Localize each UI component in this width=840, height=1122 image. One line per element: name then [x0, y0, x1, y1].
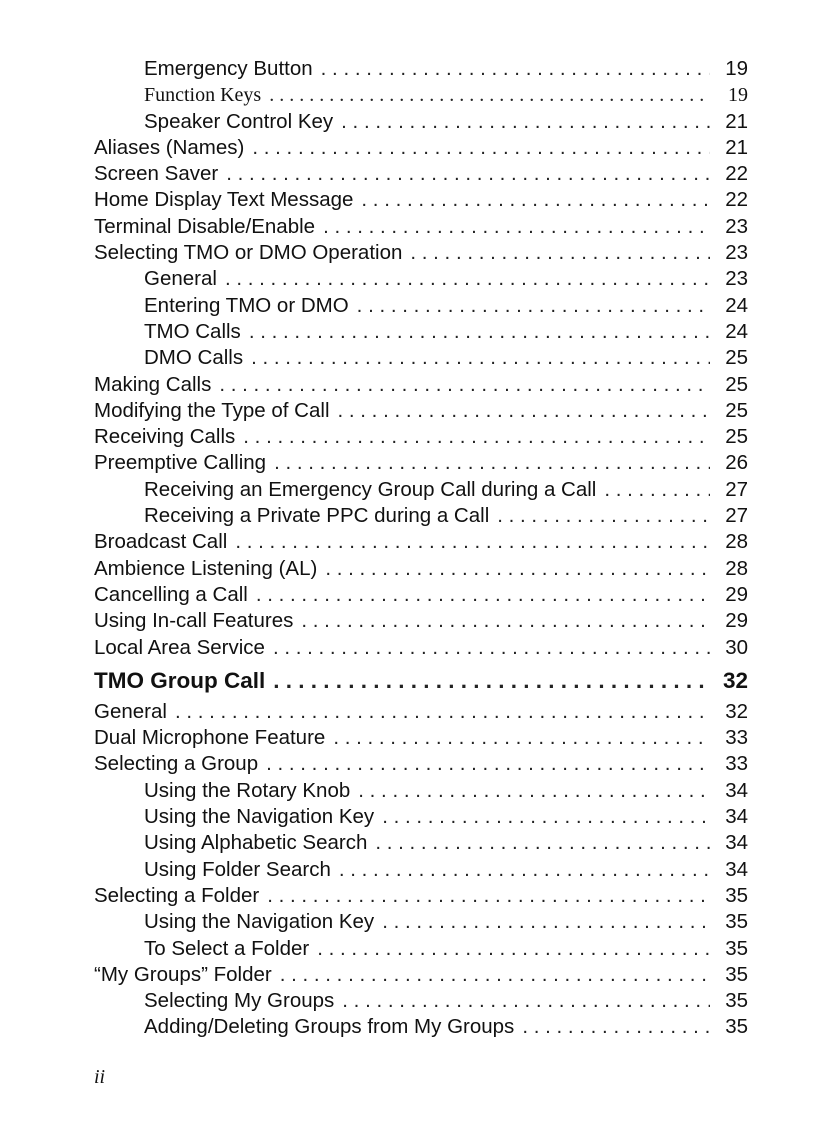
toc-entry-page: 25	[725, 346, 748, 370]
toc-entry-title: Broadcast Call	[94, 530, 228, 554]
toc-entry-title: General	[94, 699, 167, 723]
dot-leader	[317, 936, 710, 962]
dot-leader	[226, 161, 710, 187]
dot-leader	[522, 1014, 710, 1040]
dot-leader	[382, 804, 710, 830]
toc-entry[interactable]	[94, 804, 748, 830]
toc-entry-title: Using Alphabetic Search	[144, 831, 368, 855]
toc-entry-page: 34	[725, 831, 748, 855]
dot-leader	[604, 477, 710, 503]
dot-leader	[357, 293, 710, 319]
toc-entry-title: Local Area Service	[94, 635, 265, 659]
toc-entry[interactable]	[94, 319, 748, 345]
toc-entry[interactable]	[94, 109, 748, 135]
dot-leader	[342, 988, 710, 1014]
toc-entry[interactable]	[94, 988, 748, 1014]
toc-entry-page: 23	[725, 241, 748, 265]
toc-entry[interactable]	[94, 635, 748, 661]
toc-entry[interactable]	[94, 725, 748, 751]
dot-leader	[497, 503, 710, 529]
toc-entry-page: 28	[725, 530, 748, 554]
toc-entry-title: Making Calls	[94, 372, 212, 396]
toc-entry[interactable]	[94, 962, 748, 988]
toc-entry-title: Receiving a Private PPC during a Call	[144, 504, 490, 528]
page-number: ii	[94, 1066, 106, 1088]
toc-entry[interactable]	[94, 345, 748, 371]
dot-leader	[274, 450, 710, 476]
toc-entry[interactable]	[94, 778, 748, 804]
toc-entry[interactable]	[94, 372, 748, 398]
dot-leader	[358, 778, 710, 804]
toc-entry-page: 19	[725, 57, 748, 80]
table-of-contents	[94, 56, 748, 1041]
dot-leader	[175, 699, 710, 725]
toc-entry-title: Modifying the Type of Call	[94, 398, 330, 422]
toc-entry[interactable]	[94, 477, 748, 503]
toc-entry-title: Home Display Text Message	[94, 188, 354, 212]
toc-entry-title: Entering TMO or DMO	[144, 293, 349, 317]
dot-leader	[219, 372, 710, 398]
dot-leader	[266, 751, 710, 777]
toc-entry-title: Function Keys	[144, 84, 262, 107]
toc-entry-title: Using the Navigation Key	[144, 805, 375, 829]
dot-leader	[273, 635, 710, 661]
toc-entry-title: Selecting My Groups	[144, 989, 335, 1013]
toc-entry[interactable]	[94, 161, 748, 187]
toc-entry-page: 35	[725, 962, 748, 986]
dot-leader	[382, 909, 710, 935]
toc-entry-page: 30	[725, 635, 748, 659]
toc-entry-page: 28	[725, 556, 748, 580]
toc-entry-title: To Select a Folder	[144, 936, 310, 960]
toc-entry[interactable]	[94, 608, 748, 634]
toc-entry[interactable]	[94, 909, 748, 935]
dot-leader	[235, 529, 710, 555]
dot-leader	[249, 319, 710, 345]
toc-entry-page: 34	[725, 778, 748, 802]
toc-entry[interactable]	[94, 398, 748, 424]
toc-entry[interactable]	[94, 830, 748, 856]
toc-entry[interactable]	[94, 187, 748, 213]
dot-leader	[375, 830, 710, 856]
toc-entry-title: DMO Calls	[144, 346, 244, 370]
toc-entry-page: 32	[722, 667, 748, 693]
dot-leader	[251, 345, 710, 371]
toc-entry-title: Receiving Calls	[94, 425, 236, 449]
toc-entry-title: Ambience Listening (AL)	[94, 556, 318, 580]
toc-entry-page: 29	[725, 582, 748, 606]
toc-entry[interactable]	[94, 56, 748, 82]
toc-entry-page: 23	[725, 214, 748, 238]
toc-entry-title: General	[144, 267, 217, 291]
dot-leader	[325, 556, 710, 582]
toc-entry-page: 32	[725, 699, 748, 723]
toc-entry-title: Using the Rotary Knob	[144, 778, 351, 802]
dot-leader	[243, 424, 710, 450]
toc-chapter-heading[interactable]	[94, 663, 748, 699]
toc-entry-page: 21	[725, 135, 748, 159]
toc-entry[interactable]	[94, 424, 748, 450]
toc-entry-title: Using In-call Features	[94, 609, 294, 633]
dot-leader	[333, 725, 710, 751]
toc-entry-title: Aliases (Names)	[94, 135, 245, 159]
dot-leader	[301, 608, 710, 634]
toc-entry-page: 35	[725, 910, 748, 934]
toc-entry-title: Speaker Control Key	[144, 109, 334, 133]
toc-entry-title: Using Folder Search	[144, 857, 331, 881]
toc-entry-title: Selecting a Group	[94, 752, 259, 776]
toc-entry-page: 25	[725, 398, 748, 422]
toc-entry-page: 23	[725, 267, 748, 291]
toc-entry[interactable]	[94, 699, 748, 725]
toc-entry-page: 21	[725, 109, 748, 133]
toc-entry[interactable]	[94, 857, 748, 883]
dot-leader	[267, 883, 710, 909]
toc-entry-page: 22	[725, 162, 748, 186]
toc-entry[interactable]	[94, 214, 748, 240]
toc-entry-title: Receiving an Emergency Group Call during a Call	[144, 477, 597, 501]
toc-entry[interactable]	[94, 1014, 748, 1040]
toc-entry-title: Terminal Disable/Enable	[94, 214, 316, 238]
toc-entry-title: Screen Saver	[94, 162, 219, 186]
toc-entry[interactable]	[94, 450, 748, 476]
dot-leader	[321, 56, 710, 82]
dot-leader	[269, 82, 710, 108]
toc-entry-page: 34	[725, 857, 748, 881]
dot-leader	[339, 857, 710, 883]
toc-entry-title: Using the Navigation Key	[144, 910, 375, 934]
toc-entry-page: 25	[725, 372, 748, 396]
dot-leader	[323, 214, 710, 240]
dot-leader	[338, 398, 711, 424]
toc-entry-page: 25	[725, 425, 748, 449]
toc-entry-title: Selecting a Folder	[94, 883, 260, 907]
toc-entry[interactable]	[94, 582, 748, 608]
toc-entry-title: TMO Group Call	[94, 667, 266, 693]
toc-entry-page: 27	[725, 477, 748, 501]
toc-entry-title: Adding/Deleting Groups from My Groups	[144, 1015, 515, 1039]
toc-entry-page: 22	[725, 188, 748, 212]
toc-entry-page: 35	[725, 883, 748, 907]
toc-entry[interactable]	[94, 936, 748, 962]
toc-entry-page: 29	[725, 609, 748, 633]
toc-entry[interactable]	[94, 503, 748, 529]
dot-leader	[256, 582, 710, 608]
toc-entry-page: 19	[728, 84, 748, 107]
dot-leader	[361, 187, 710, 213]
toc-entry-title: “My Groups” Folder	[94, 962, 272, 986]
toc-entry[interactable]	[94, 293, 748, 319]
toc-entry[interactable]	[94, 135, 748, 161]
toc-entry[interactable]	[94, 751, 748, 777]
dot-leader	[273, 663, 710, 699]
dot-leader	[252, 135, 710, 161]
toc-entry[interactable]	[94, 529, 748, 555]
toc-entry-page: 35	[725, 989, 748, 1013]
toc-entry-page: 33	[725, 726, 748, 750]
dot-leader	[225, 266, 710, 292]
toc-entry-title: Cancelling a Call	[94, 582, 248, 606]
dot-leader	[280, 962, 710, 988]
dot-leader	[341, 109, 710, 135]
toc-entry-page: 33	[725, 752, 748, 776]
toc-entry-title: Dual Microphone Feature	[94, 726, 326, 750]
toc-entry[interactable]	[94, 240, 748, 266]
toc-entry-page: 35	[725, 1015, 748, 1039]
toc-entry[interactable]	[94, 556, 748, 582]
toc-entry-title: Selecting TMO or DMO Operation	[94, 241, 403, 265]
toc-entry-title: Preemptive Calling	[94, 451, 267, 475]
toc-entry[interactable]	[94, 266, 748, 292]
toc-entry-page: 24	[725, 319, 748, 343]
toc-entry[interactable]	[94, 82, 748, 108]
toc-entry-page: 26	[725, 451, 748, 475]
dot-leader	[410, 240, 710, 266]
toc-entry-title: TMO Calls	[144, 319, 241, 343]
toc-entry-page: 35	[725, 936, 748, 960]
toc-entry-page: 24	[725, 293, 748, 317]
toc-entry-page: 34	[725, 805, 748, 829]
toc-entry-title: Emergency Button	[144, 57, 313, 80]
toc-entry[interactable]	[94, 883, 748, 909]
toc-entry-page: 27	[725, 504, 748, 528]
